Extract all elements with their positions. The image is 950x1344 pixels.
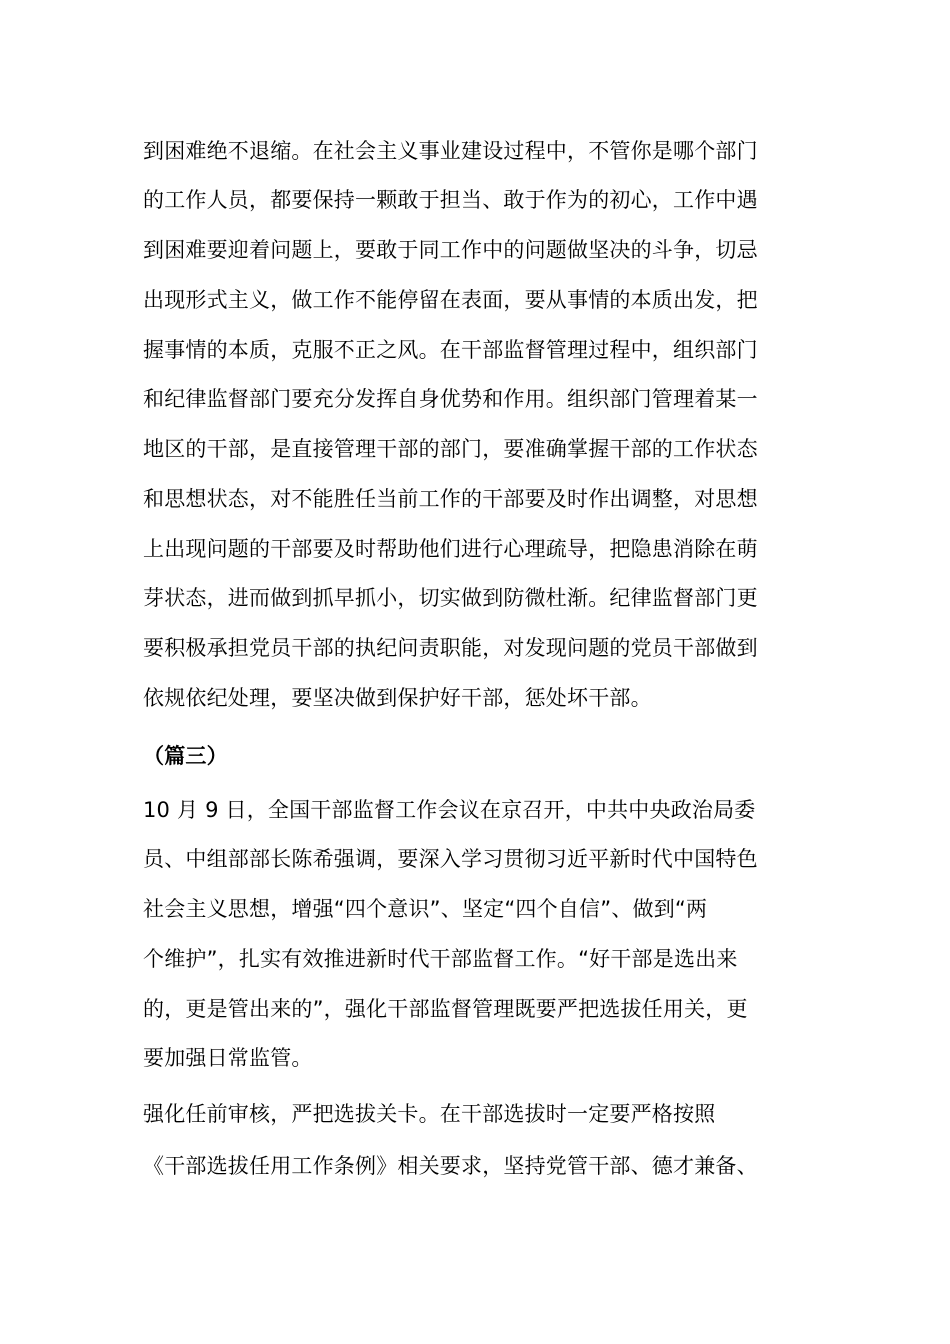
- text-line: 芽状态，进而做到抓早抓小，切实做到防微杜渐。纪律监督部门更: [143, 586, 758, 610]
- text-line: 上出现问题的干部要及时帮助他们进行心理疏导，把隐患消除在萌: [143, 537, 758, 561]
- text-line: 依规依纪处理，要坚决做到保护好干部，惩处坏干部。: [143, 686, 652, 710]
- text-line: 要加强日常监管。: [143, 1046, 313, 1070]
- text-line: 到困难绝不退缩。在社会主义事业建设过程中，不管你是哪个部门: [143, 139, 758, 163]
- text-line: 到困难要迎着问题上，要敢于同工作中的问题做坚决的斗争，切忌: [143, 238, 758, 262]
- text-line: 个维护”，扎实有效推进新时代干部监督工作。“好干部是选出来: [143, 947, 738, 971]
- text-line: 地区的干部，是直接管理干部的部门，要准确掌握干部的工作状态: [143, 437, 758, 461]
- text-line: 和思想状态，对不能胜任当前工作的干部要及时作出调整，对思想: [143, 487, 758, 511]
- text-line: 握事情的本质，克服不正之风。在干部监督管理过程中，组织部门: [143, 338, 758, 362]
- text-line: 10 月 9 日，全国干部监督工作会议在京召开，中共中央政治局委: [143, 798, 756, 822]
- section-heading: （篇三）: [143, 744, 228, 768]
- text-line: 要积极承担党员干部的执纪问责职能，对发现问题的党员干部做到: [143, 636, 758, 660]
- text-line: 和纪律监督部门要充分发挥自身优势和作用。组织部门管理着某一: [143, 387, 758, 411]
- text-line: 的，更是管出来的”，强化干部监督管理既要严把选拔任用关，更: [143, 997, 748, 1021]
- text-line: 员、中组部部长陈希强调，要深入学习贯彻习近平新时代中国特色: [143, 847, 758, 871]
- text-line: 社会主义思想，增强“四个意识”、坚定“四个自信”、做到“两: [143, 897, 708, 921]
- text-line: 出现形式主义，做工作不能停留在表面，要从事情的本质出发，把: [143, 288, 758, 312]
- text-line: 强化任前审核，严把选拔关卡。在干部选拔时一定要严格按照: [143, 1102, 716, 1126]
- text-line: 《干部选拔任用工作条例》相关要求，坚持党管干部、德才兼备、: [143, 1154, 758, 1178]
- text-line: 的工作人员，都要保持一颗敢于担当、敢于作为的初心，工作中遇: [143, 188, 758, 212]
